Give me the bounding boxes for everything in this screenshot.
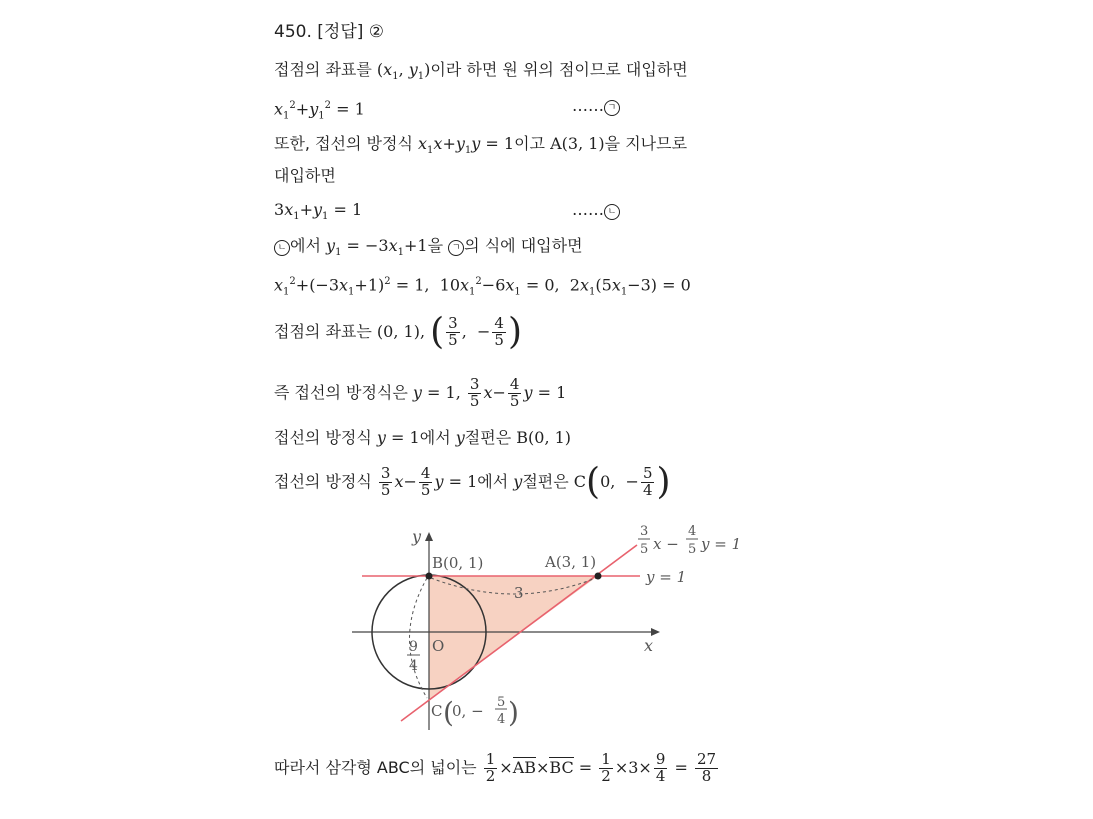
label-c-inner: 0, − bbox=[452, 702, 484, 720]
mark-a: …… ㄱ bbox=[572, 96, 620, 116]
point-a bbox=[595, 573, 602, 580]
line-11: 접선의 방정식 y = 1에서 y절편은 B(0, 1) bbox=[274, 428, 572, 447]
label-eq-4: 4 bbox=[688, 524, 697, 539]
line-8: $x_1^2+(-3x_1+1)^2 = 1$, $10x_1^2-6x_1 = 0$, $2x_1(5x_1-3) = 0$ bbox=[274, 275, 691, 298]
label-b: B(0, 1) bbox=[432, 554, 484, 572]
line-5: 대입하면 bbox=[274, 166, 336, 185]
line-7: ㄴ 에서 $y_1 = -3x_1+1$을 ㄱ 의 식에 대입하면 bbox=[274, 236, 583, 263]
label-eq-5b: 5 bbox=[688, 542, 697, 557]
line-9: 접점의 좌표는 (0, 1), ( $\frac{3}{5}$ , − $\frac{4}{5}$ ) bbox=[274, 311, 522, 353]
svg-text:(: ( bbox=[443, 696, 454, 729]
label-eq2: y = 1 bbox=[701, 535, 742, 553]
label-9: 9 bbox=[409, 639, 418, 655]
y-axis-arrow bbox=[425, 532, 433, 541]
label-o: O bbox=[432, 637, 445, 655]
line-10: 즉 접선의 방정식은 y = 1, $\frac{3}{5}$ x− $\frac{4}{5}$ y = 1 bbox=[274, 375, 567, 410]
answer-value: ② bbox=[368, 22, 385, 42]
label-c: C bbox=[431, 702, 443, 720]
mark-b: …… ㄴ bbox=[572, 200, 620, 220]
label-y: y bbox=[412, 527, 422, 546]
label-4: 4 bbox=[409, 658, 418, 674]
label-eq: x − bbox=[653, 535, 679, 553]
label-x: x bbox=[644, 636, 654, 655]
label-eq-3: 3 bbox=[640, 524, 649, 539]
line-4: 또한, 접선의 방정식 $x_1x+y_1y = 1$이고 A(3, 1)을 지나므로 bbox=[274, 134, 688, 157]
point-b bbox=[426, 573, 433, 580]
label-c-4: 4 bbox=[497, 712, 506, 727]
problem-number: 450. bbox=[274, 22, 312, 42]
tangent-figure bbox=[340, 518, 760, 736]
label-c-5: 5 bbox=[497, 695, 506, 710]
brace-bc bbox=[410, 578, 428, 698]
equation-a: $x_1^2+y_1^2 = 1$ bbox=[274, 99, 365, 122]
label-eq-5a: 5 bbox=[640, 542, 649, 557]
x-axis-arrow bbox=[651, 628, 660, 636]
label-a: A(3, 1) bbox=[545, 553, 597, 571]
line-2: 접점의 좌표를 ($x_1$, $y_1$)이라 하면 원 위의 점이므로 대입하면 bbox=[274, 60, 688, 83]
answer-label: [정답] bbox=[317, 22, 364, 42]
line-13: 따라서 삼각형 ABC의 넓이는 $\frac{1}{2}$ ×AB×BC = $\frac{1}{2}$ ×3× $\frac{9}{4}$ = $\frac{27}{8}$ bbox=[274, 750, 717, 785]
label-y1: y = 1 bbox=[646, 568, 687, 586]
answer-header bbox=[274, 22, 384, 42]
label-3: 3 bbox=[514, 584, 524, 602]
line-12: 접선의 방정식 $\frac{3}{5}$ x− $\frac{4}{5}$ y = 1에서 y절편은 C(0, − $\frac{5}{4}$ ) bbox=[274, 461, 671, 503]
equation-b: $3x_1+y_1 = 1$ bbox=[274, 200, 363, 223]
svg-text:): ) bbox=[508, 696, 519, 729]
